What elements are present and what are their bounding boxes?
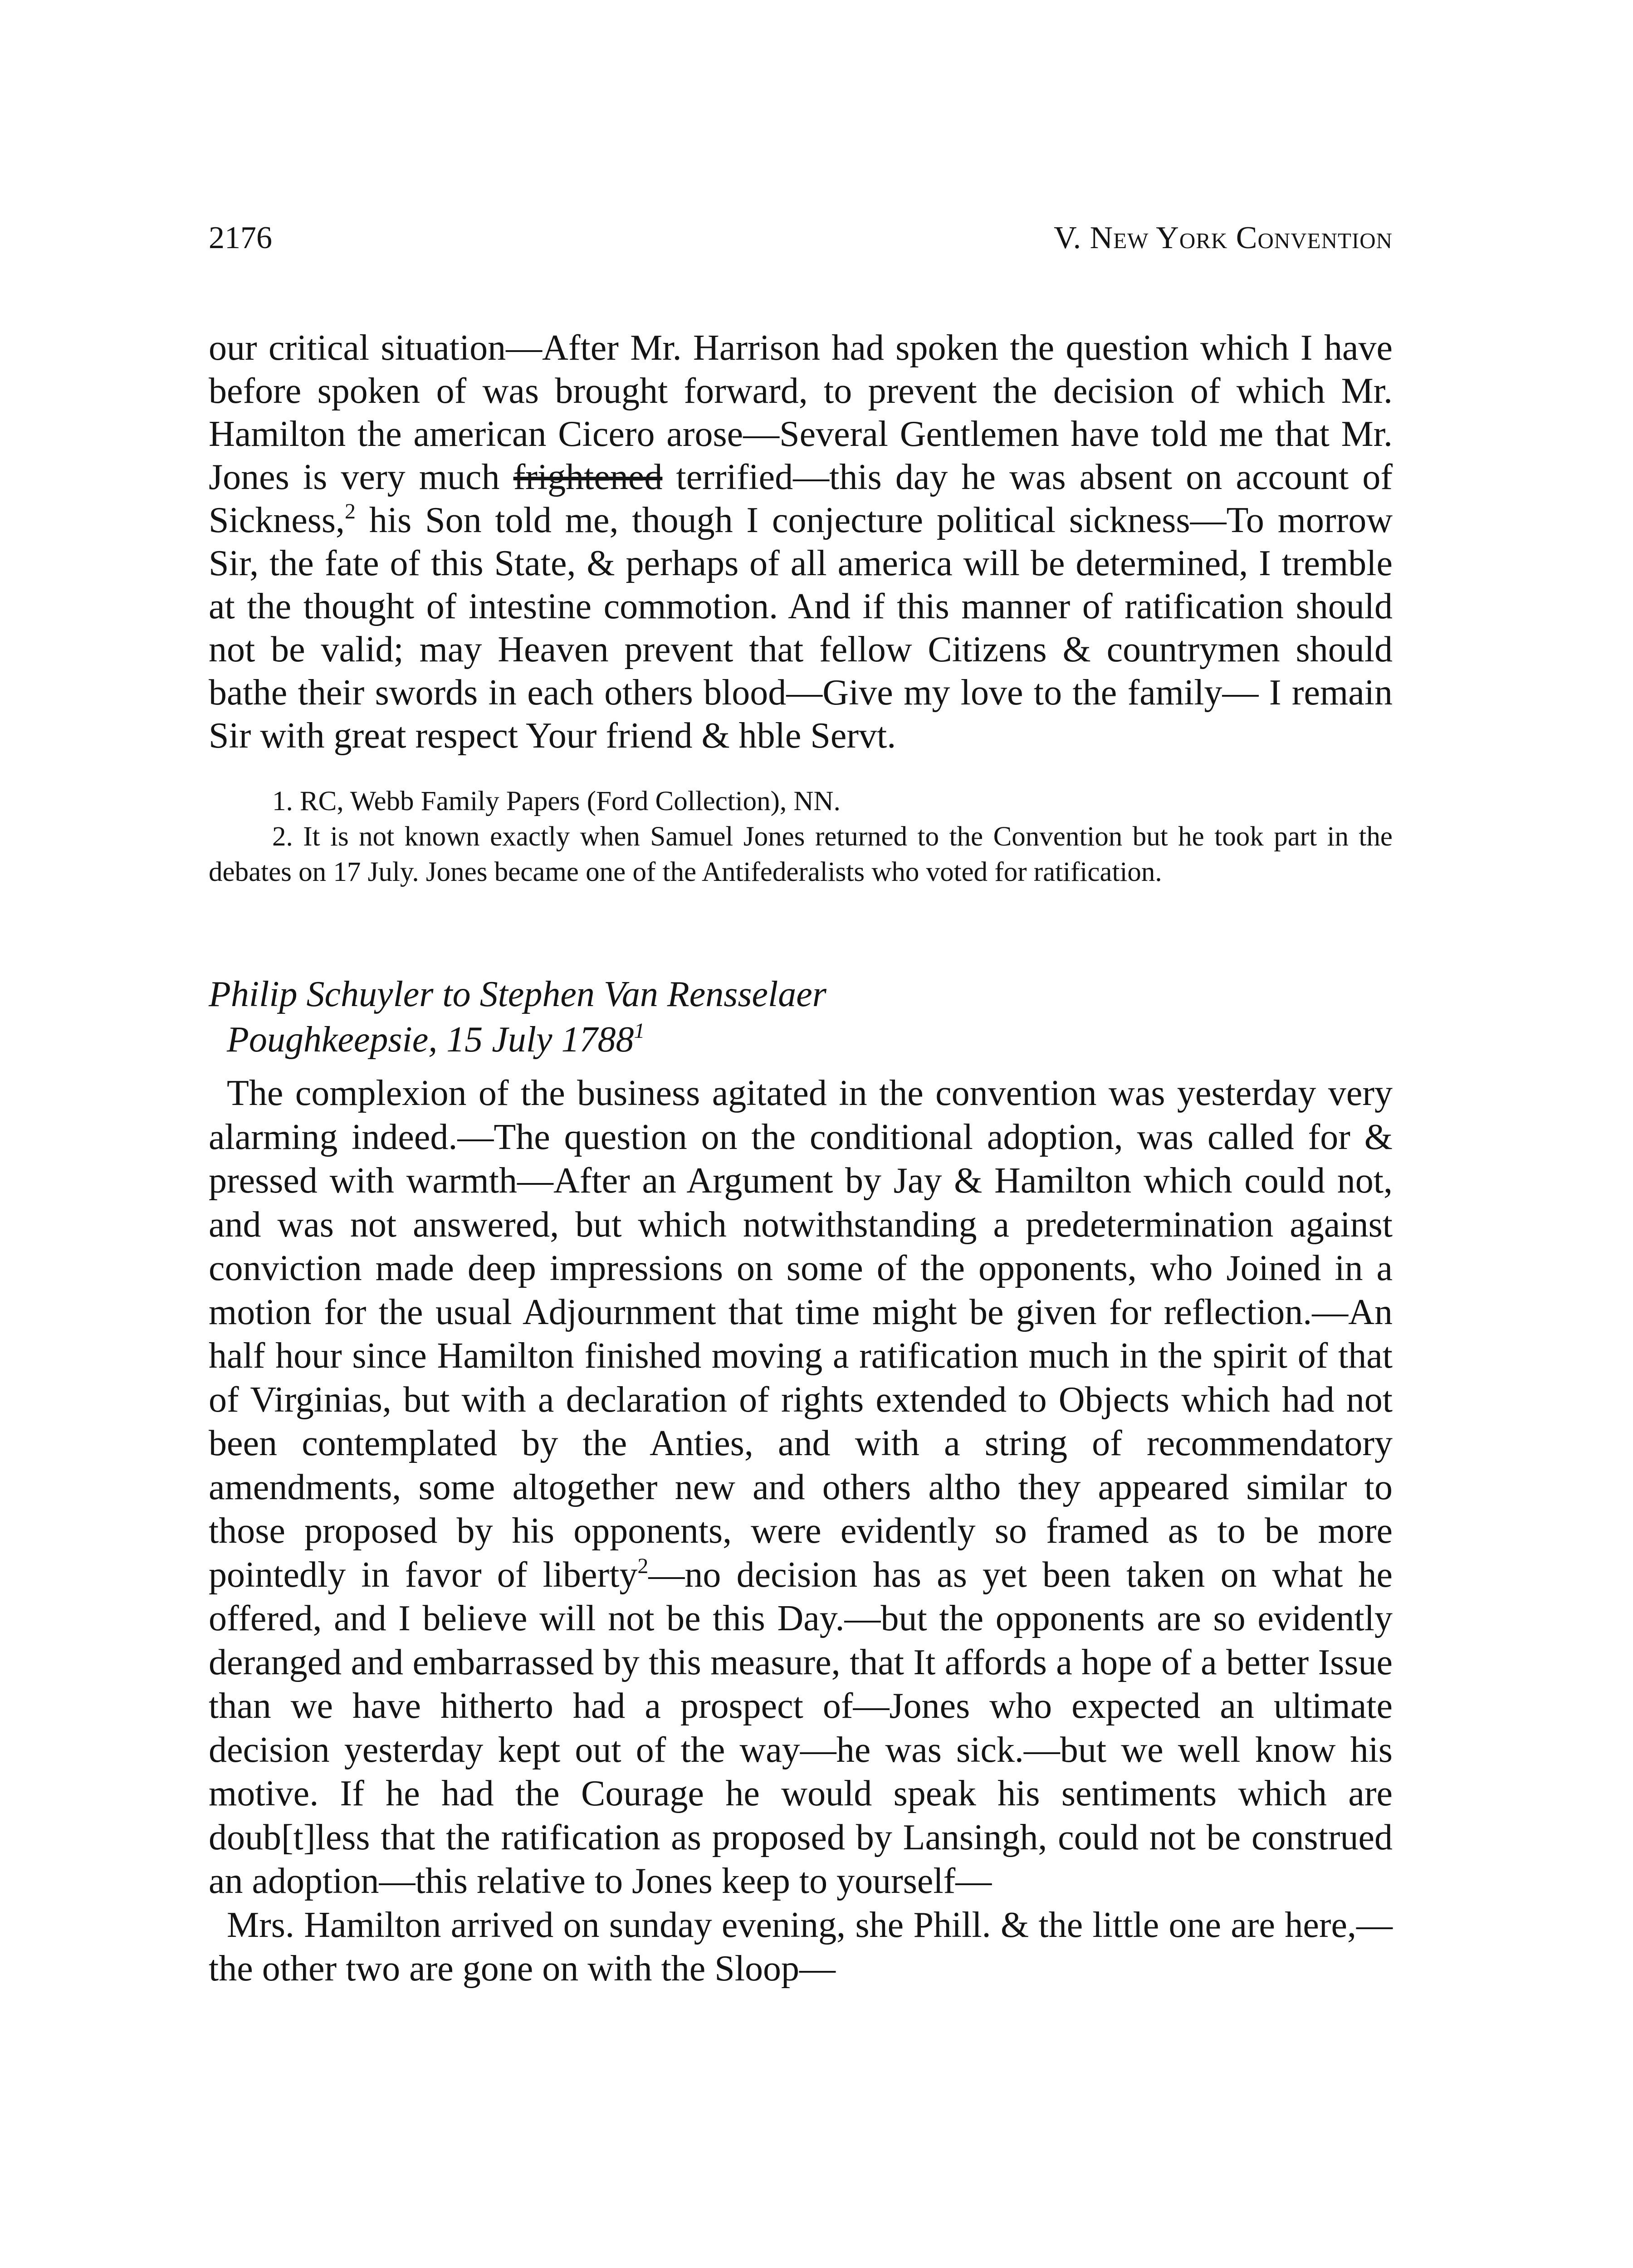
footnote-1: 1. RC, Webb Family Papers (Ford Collection), NN. xyxy=(272,786,841,816)
continuation-text-b: terrified—this day he was absent on account of Sickness, xyxy=(209,457,1393,540)
place-date-text: Poughkeepsie, 15 July 1788 xyxy=(227,1020,634,1060)
struck-word: frightened xyxy=(513,457,663,497)
letter-paragraph-2: Mrs. Hamilton arrived on sunday evening, she Phill. & the little one are here,—the other two are gone on with the Sloop— xyxy=(209,1905,1393,1989)
letter-text-b: —no decision has as yet been taken on what he offered, and I believe will not be this Day.—but the opponents are so evidently deranged and embarrassed by this measure, that It affords a hope of a better Issue than we have hitherto had a prospect of—Jones who expected an ultimate decision yesterday kept out of the way—he was sick.—but we well know his motive. If he had the Courage he would speak his sentiments which are doub[t]less that the ratification as proposed by Lansingh, could not be construed an adoption—this relative to Jones keep to yourself— xyxy=(209,1554,1393,1901)
footnotes xyxy=(209,784,1393,890)
document-place-date xyxy=(209,1017,1393,1062)
page-number: 2176 xyxy=(209,220,272,255)
page xyxy=(209,213,1393,1991)
footnote-2: 2. It is not known exactly when Samuel Jones returned to the Convention but he took part in the debates on 17 July. Jones became one of the Antifederalists who voted for ratification. xyxy=(209,821,1393,887)
section-title: V. New York Convention xyxy=(1054,220,1393,255)
running-head xyxy=(209,213,1393,263)
note-ref-2: 2 xyxy=(345,499,356,523)
letter-text-a: The complexion of the business agitated in the convention was yesterday very alarming indeed.—The question on the conditional adoption, was called for & pressed with warmth—After an Argument by Jay & Hamilton which could not, and was not answered, but which notwithstanding a predetermination against conviction made deep impressions on some of the opponents, who Joined in a motion for the usual Adjournment that time might be given for reflection.—An half hour since Hamilton finished moving a ratification much in the spirit of that of Virginias, but with a declaration of rights extended to Objects which had not been contemplated by the Anties, and with a string of recommendatory amendments, some altogether new and others altho they appeared similar to those proposed by his opponents, were evidently so framed as to be more pointedly in favor of liberty xyxy=(209,1073,1393,1595)
continuation-paragraph xyxy=(209,327,1393,758)
document-title: Philip Schuyler to Stephen Van Rensselaer xyxy=(209,974,826,1014)
heading-note-ref: 1 xyxy=(634,1019,645,1043)
letter-paragraph-1 xyxy=(209,1071,1393,1903)
continuation-text-c: his Son told me, though I conjecture political sickness—To morrow Sir, the fate of this State, & perhaps of all america will be determined, I tremble at the thought of intestine commotion. And if this manner of ratification should not be valid; may Heaven prevent that fellow Citizens & countrymen should bathe their swords in each others blood—Give my love to the family— I remain Sir with great respect Your friend & hble Servt. xyxy=(209,500,1393,756)
document-heading xyxy=(209,972,1393,1062)
document-body xyxy=(209,1071,1393,1991)
letter-note-ref-2: 2 xyxy=(637,1554,649,1578)
continuation-text-a: our critical situation—After Mr. Harrison had spoken the question which I have before spoken of was brought forward, to prevent the decision of which Mr. Hamilton the american Cicero arose—Several Gentlemen have told me that Mr. Jones is very much xyxy=(209,328,1393,497)
